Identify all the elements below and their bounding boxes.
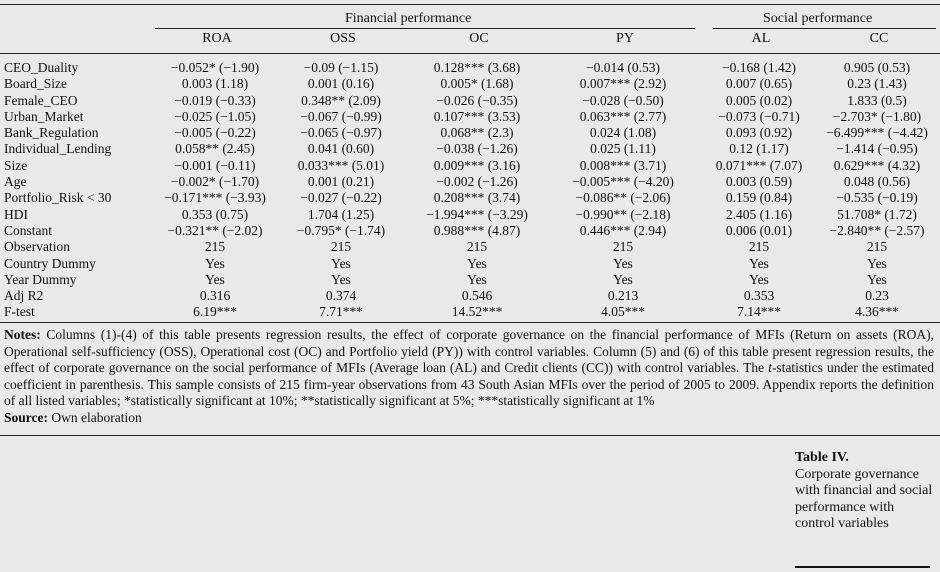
table-cell: −0.535 (−0.19) (836, 190, 918, 206)
table-cell: 0.23 (865, 288, 889, 304)
table-row (4, 288, 934, 304)
table-row (4, 141, 934, 157)
table-cell: −0.019 (−0.33) (174, 92, 256, 108)
table-cell: 1.833 (0.5) (847, 92, 907, 108)
table-cell: 0.23 (1.43) (847, 76, 907, 92)
col-header-al: AL (751, 31, 771, 46)
table-cell: −0.171*** (−3.93) (164, 190, 266, 206)
table-cell: 6.19*** (193, 304, 237, 320)
table-cell: 0.007 (0.65) (725, 76, 793, 92)
table-cell: 0.005* (1.68) (440, 76, 514, 92)
table-cell: Yes (613, 271, 633, 287)
table-cell: −1.994*** (−3.29) (426, 206, 528, 222)
col-header-py: PY (616, 31, 634, 46)
table-row (4, 109, 934, 125)
table-cell: 7.14*** (737, 304, 781, 320)
table-cell: −0.005 (−0.22) (174, 125, 256, 141)
table-cell: 215 (866, 239, 888, 255)
row-variable-label: Constant (4, 222, 53, 238)
table-cell: Yes (205, 271, 225, 287)
table-cell: 0.006 (0.01) (725, 222, 793, 238)
table-cell: 14.52*** (451, 304, 503, 320)
source-label: Source: (4, 409, 48, 425)
table-cell: −0.026 (−0.35) (436, 92, 518, 108)
table-cell: 0.213 (607, 288, 639, 304)
row-variable-label: Urban_Market (4, 108, 84, 124)
table-cell: −0.09 (−1.15) (303, 60, 379, 75)
table-bottom-rule (0, 322, 940, 323)
row-variable-label: Bank_Regulation (4, 125, 99, 141)
table-row (4, 190, 934, 206)
table-cell: 0.008*** (3.71) (579, 157, 667, 173)
row-variable-label: Size (4, 157, 28, 173)
table-cell: 0.316 (199, 288, 231, 304)
table-cell: −0.027 (−0.22) (300, 190, 382, 206)
table-cell: 215 (748, 239, 770, 255)
table-cell: −0.086** (−2.06) (575, 190, 671, 206)
table-cell: −1.414 (−0.95) (836, 141, 918, 157)
table-cell: Yes (205, 255, 225, 271)
table-cell: −0.028 (−0.50) (582, 92, 664, 108)
col-header-cc: CC (869, 31, 889, 46)
table-cell: −0.025 (−1.05) (174, 108, 256, 124)
table-cell: 2.405 (1.16) (725, 206, 793, 222)
table-cell: 4.05*** (601, 304, 645, 320)
table-cell: 0.905 (0.53) (843, 60, 911, 75)
table-cell: 0.033*** (5.01) (297, 157, 385, 173)
table-row (4, 207, 934, 223)
table-cell: 51.708* (1.72) (837, 206, 917, 222)
table-cell: 0.001 (0.21) (307, 174, 375, 190)
table-cell: 0.159 (0.84) (725, 190, 793, 206)
table-cell: Yes (613, 255, 633, 271)
table-cell: −0.001 (−0.11) (174, 157, 256, 173)
social-group-rule (713, 28, 936, 29)
table-cell: −0.002 (−1.26) (436, 174, 518, 190)
table-row (4, 223, 934, 239)
table-cell: −2.840** (−2.57) (829, 222, 925, 238)
row-variable-label: Observation (4, 239, 70, 255)
table-cell: 0.093 (0.92) (725, 125, 793, 141)
regression-table (4, 60, 934, 321)
table-row (4, 125, 934, 141)
table-cell: 0.024 (1.08) (589, 125, 657, 141)
table-cell: 0.12 (1.17) (729, 141, 789, 157)
table-cell: −0.052* (−1.90) (170, 60, 260, 75)
table-cell: 0.353 (0.75) (181, 206, 249, 222)
top-rule (0, 4, 940, 5)
table-cell: 0.128*** (3.68) (433, 60, 521, 75)
table-cell: 0.003 (0.59) (725, 174, 793, 190)
table-cell: −0.002* (−1.70) (170, 174, 260, 190)
table-cell: 0.208*** (3.74) (433, 190, 521, 206)
table-cell: −0.990** (−2.18) (575, 206, 671, 222)
table-cell: 0.063*** (2.77) (579, 108, 667, 124)
table-cell: 0.629*** (4.32) (833, 157, 921, 173)
caption-title: Table IV. (795, 450, 849, 465)
table-cell: Yes (331, 255, 351, 271)
table-cell: 0.005 (0.02) (725, 92, 793, 108)
table-cell: 215 (330, 239, 352, 255)
col-header-roa: ROA (202, 31, 232, 46)
table-cell: −0.795* (−1.74) (296, 222, 386, 238)
table-cell: 0.071*** (7.07) (715, 157, 803, 173)
table-cell: Yes (867, 255, 887, 271)
table-cell: 0.446*** (2.94) (579, 222, 667, 238)
table-cell: 0.041 (0.60) (307, 141, 375, 157)
table-cell: 0.107*** (3.53) (433, 108, 521, 124)
table-cell: 7.71*** (319, 304, 363, 320)
table-cell: Yes (867, 271, 887, 287)
table-cell: 0.007*** (2.92) (579, 76, 667, 92)
row-variable-label: Country Dummy (4, 255, 96, 271)
row-variable-label: Individual_Lending (4, 141, 112, 157)
table-row (4, 174, 934, 190)
table-cell: −0.005*** (−4.20) (572, 174, 674, 190)
table-cell: 0.374 (325, 288, 357, 304)
row-variable-label: Board_Size (4, 76, 67, 92)
notes-bottom-rule (0, 435, 940, 436)
table-cell: −0.038 (−1.26) (436, 141, 518, 157)
table-cell: −0.065 (−0.97) (300, 125, 382, 141)
table-caption (795, 450, 935, 533)
table-cell: −0.014 (0.53) (586, 60, 660, 75)
caption-body: Corporate governance with financial and social performance with control variables (795, 466, 933, 531)
financial-group-header: Financial performance (345, 11, 472, 26)
table-row (4, 272, 934, 288)
table-cell: 4.36*** (855, 304, 899, 320)
table-row (4, 256, 934, 272)
row-variable-label: Female_CEO (4, 92, 78, 108)
table-cell: −0.073 (−0.71) (718, 108, 800, 124)
table-row (4, 60, 934, 76)
notes-text-b: -statistics under the estimated coefficient in parenthesis. This sample consists of 215 firm-year observations from 43 South Asian MFIs over the period of 2005 to 2009. Appendix reports the definition of all listed variables; *statistically significant at 10%; **statistically significant at 5%; ***statistically significant at 1% (4, 360, 934, 408)
table-notes (4, 327, 934, 426)
table-cell: 0.058** (2.45) (175, 141, 255, 157)
table-cell: −0.067 (−0.99) (300, 108, 382, 124)
table-cell: 215 (204, 239, 226, 255)
table-cell: 0.025 (1.11) (590, 141, 656, 157)
table-cell: 0.001 (0.16) (307, 76, 375, 92)
table-cell: 0.348** (2.09) (301, 92, 381, 108)
row-variable-label: HDI (4, 206, 28, 222)
notes-t-italic: t (768, 360, 772, 375)
row-variable-label: CEO_Duality (4, 60, 79, 75)
row-variable-label: Portfolio_Risk < 30 (4, 190, 112, 206)
row-variable-label: Age (4, 174, 27, 190)
table-cell: Yes (467, 255, 487, 271)
table-row (4, 76, 934, 92)
table-cell: Yes (749, 271, 769, 287)
social-group-header: Social performance (763, 11, 873, 26)
table-cell: 0.068** (2.3) (440, 125, 514, 141)
table-cell: 0.988*** (4.87) (433, 222, 521, 238)
source-text: Own elaboration (48, 409, 142, 425)
table-cell: 215 (466, 239, 488, 255)
table-cell: 0.353 (743, 288, 775, 304)
col-header-oss: OSS (330, 31, 356, 46)
table-cell: 0.009*** (3.16) (433, 157, 521, 173)
table-cell: Yes (749, 255, 769, 271)
table-cell: −0.321** (−2.02) (167, 222, 263, 238)
table-row (4, 239, 934, 255)
caption-rule (795, 566, 930, 568)
row-variable-label: Year Dummy (4, 271, 77, 287)
notes-label: Notes: (4, 327, 41, 342)
table-cell: 0.546 (461, 288, 493, 304)
notes-text-a: Columns (1)-(4) of this table presents regression results, the effect of corporate governance on the financial performance of MFIs (Return on assets (ROA), Operational self-sufficiency (OSS), Operational cost (OC) and Portfolio yield (PY)) with control variables. Column (5) and (6) of this table present regression results, the effect of corporate governance on the social performance of MFIs (Average loan (AL) and Credit clients (CC)) with control variables. The (4, 327, 934, 375)
table-cell: −0.168 (1.42) (722, 60, 796, 75)
table-cell: −6.499*** (−4.42) (826, 125, 928, 141)
table-cell: 0.003 (1.18) (181, 76, 249, 92)
row-variable-label: Adj R2 (4, 288, 44, 304)
header-rule (0, 53, 940, 54)
table-cell: 215 (612, 239, 634, 255)
table-row (4, 93, 934, 109)
col-header-oc: OC (469, 31, 489, 46)
table-cell: 0.048 (0.56) (843, 174, 911, 190)
table-cell: Yes (331, 271, 351, 287)
table-cell: −2.703* (−1.80) (832, 108, 922, 124)
table-row (4, 304, 934, 320)
financial-group-rule (155, 28, 695, 29)
row-variable-label: F-test (4, 304, 35, 320)
table-row (4, 158, 934, 174)
table-cell: 1.704 (1.25) (307, 206, 375, 222)
table-cell: Yes (467, 271, 487, 287)
